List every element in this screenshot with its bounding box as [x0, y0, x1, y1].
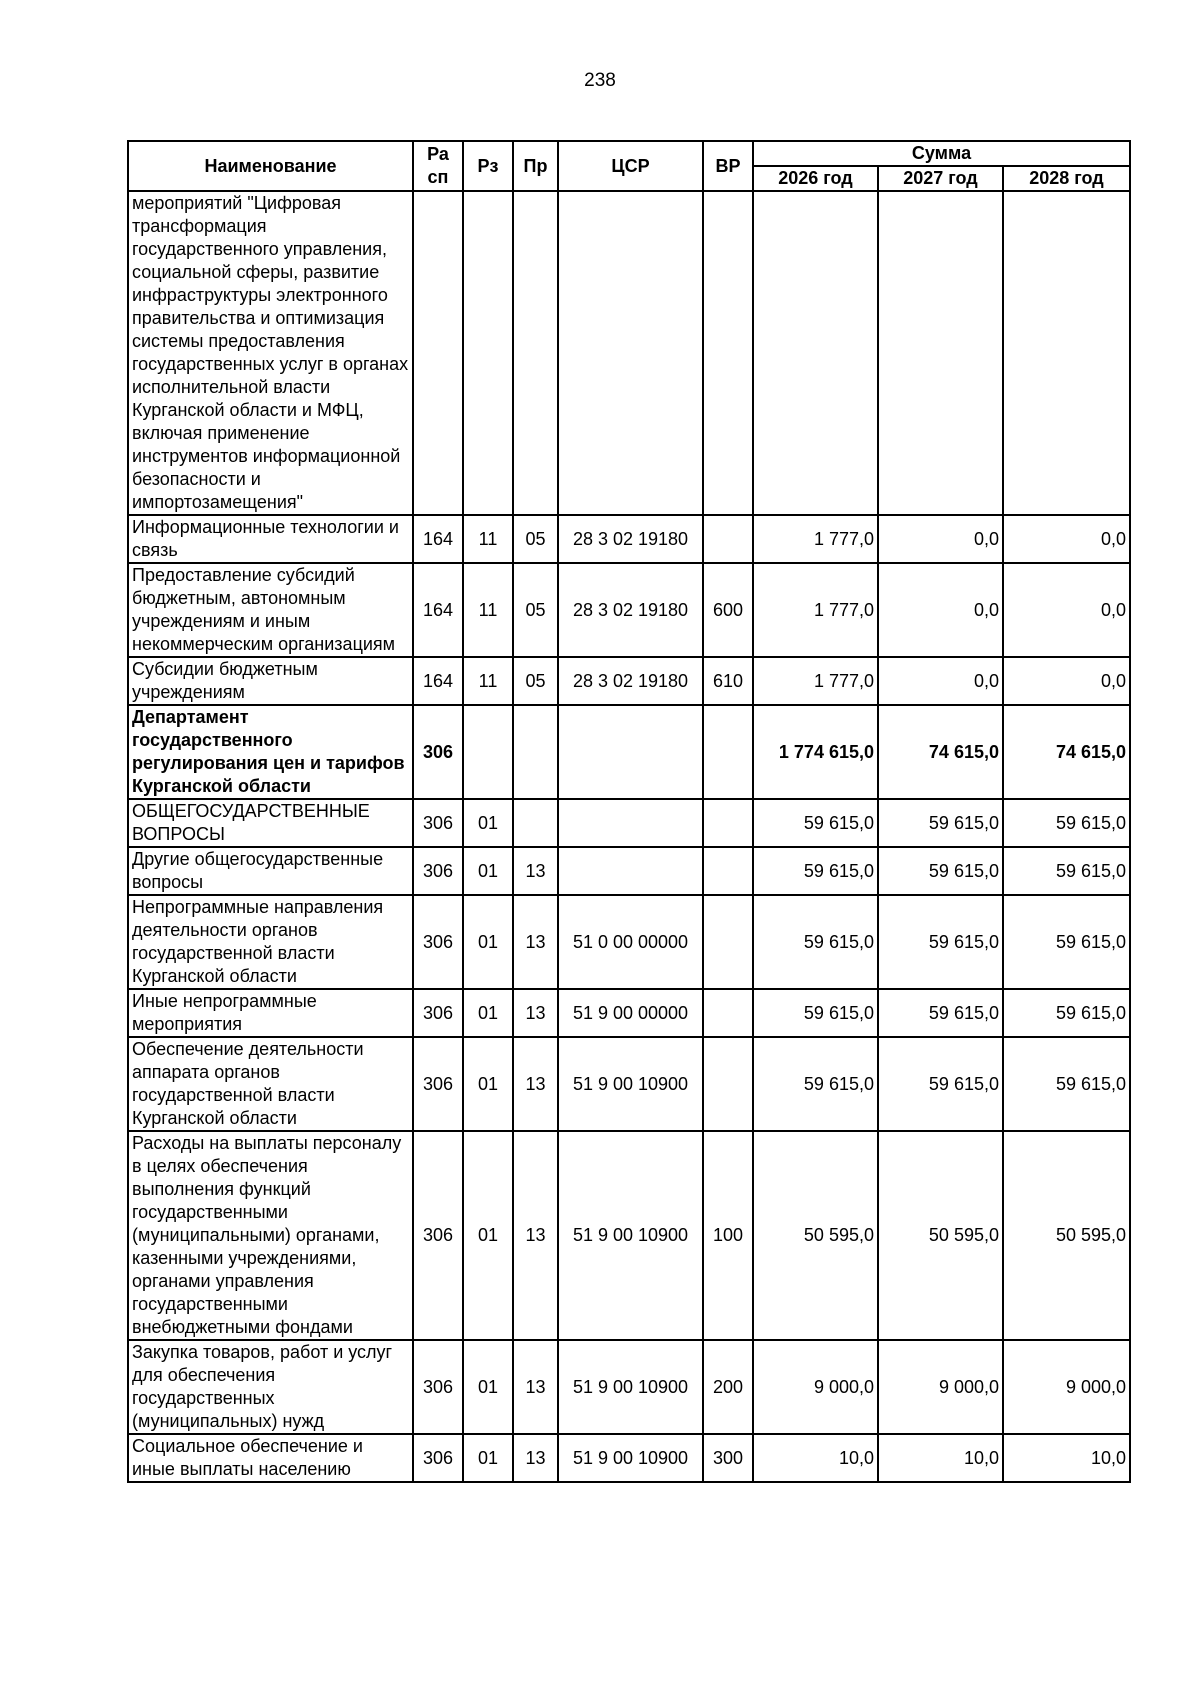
- row-pr: 13: [513, 1131, 558, 1340]
- row-csr: [558, 705, 703, 799]
- row-csr: 51 9 00 10900: [558, 1037, 703, 1131]
- row-name: Расходы на выплаты персоналу в целях обеспечения выполнения функций государственными (муниципальными) органами, казенными учреждениями, органами управления государственными внебюджетными фондами: [128, 1131, 413, 1340]
- row-2028: 74 615,0: [1003, 705, 1130, 799]
- header-2026: 2026 год: [753, 166, 878, 191]
- row-name: мероприятий "Цифровая трансформация государственного управления, социальной сферы, развитие инфраструктуры электронного правительства и оптимизация системы предоставления государственных услуг в органах исполнительной власти Курганской области и МФЦ, включая применение инструментов информационной безопасности и импортозамещения": [128, 191, 413, 515]
- row-2026: 10,0: [753, 1434, 878, 1482]
- row-rasp: 164: [413, 657, 463, 705]
- row-rz: 11: [463, 515, 513, 563]
- row-csr: [558, 191, 703, 515]
- row-pr: 13: [513, 847, 558, 895]
- row-2028: 59 615,0: [1003, 799, 1130, 847]
- row-name: Социальное обеспечение и иные выплаты населению: [128, 1434, 413, 1482]
- row-2027: 0,0: [878, 563, 1003, 657]
- row-csr: 51 9 00 00000: [558, 989, 703, 1037]
- row-rasp: 306: [413, 705, 463, 799]
- row-name: Предоставление субсидий бюджетным, автономным учреждениям и иным некоммерческим организациям: [128, 563, 413, 657]
- row-pr: 13: [513, 989, 558, 1037]
- row-pr: 05: [513, 657, 558, 705]
- row-2027: 59 615,0: [878, 989, 1003, 1037]
- row-csr: [558, 847, 703, 895]
- row-pr: 13: [513, 1340, 558, 1434]
- row-vr: [703, 895, 753, 989]
- row-csr: 51 9 00 10900: [558, 1131, 703, 1340]
- row-rasp: 306: [413, 895, 463, 989]
- table-row: [128, 1434, 1130, 1482]
- header-rasp-line2: сп: [427, 167, 449, 187]
- row-2026: 1 777,0: [753, 563, 878, 657]
- row-2028: [1003, 191, 1130, 515]
- header-vr: ВР: [703, 141, 753, 191]
- row-name: Департамент государственного регулирования цен и тарифов Курганской области: [128, 705, 413, 799]
- row-rz: 01: [463, 1131, 513, 1340]
- row-rasp: 306: [413, 799, 463, 847]
- row-2028: 59 615,0: [1003, 1037, 1130, 1131]
- row-name: Субсидии бюджетным учреждениям: [128, 657, 413, 705]
- row-rasp: 306: [413, 989, 463, 1037]
- row-rasp: 164: [413, 515, 463, 563]
- row-name: Информационные технологии и связь: [128, 515, 413, 563]
- row-vr: [703, 705, 753, 799]
- header-rasp-line1: Ра: [427, 144, 449, 164]
- row-2028: 0,0: [1003, 563, 1130, 657]
- row-vr: 200: [703, 1340, 753, 1434]
- row-2028: 59 615,0: [1003, 989, 1130, 1037]
- row-2027: 59 615,0: [878, 799, 1003, 847]
- table-row: [128, 1131, 1130, 1340]
- row-2027: [878, 191, 1003, 515]
- table-row: [128, 515, 1130, 563]
- row-vr: [703, 799, 753, 847]
- row-rz: 11: [463, 563, 513, 657]
- row-rz: 11: [463, 657, 513, 705]
- row-2026: 59 615,0: [753, 1037, 878, 1131]
- row-rasp: 306: [413, 1434, 463, 1482]
- row-2028: 59 615,0: [1003, 895, 1130, 989]
- row-rz: 01: [463, 847, 513, 895]
- row-rz: [463, 705, 513, 799]
- row-csr: 51 9 00 10900: [558, 1434, 703, 1482]
- row-2026: 59 615,0: [753, 989, 878, 1037]
- row-2027: 74 615,0: [878, 705, 1003, 799]
- table-row: [128, 191, 1130, 515]
- row-csr: [558, 799, 703, 847]
- row-vr: 300: [703, 1434, 753, 1482]
- header-csr: ЦСР: [558, 141, 703, 191]
- row-2026: 59 615,0: [753, 895, 878, 989]
- row-name: Непрограммные направления деятельности органов государственной власти Курганской области: [128, 895, 413, 989]
- row-2027: 0,0: [878, 515, 1003, 563]
- row-2027: 10,0: [878, 1434, 1003, 1482]
- page-number: 238: [584, 70, 616, 91]
- row-2028: 0,0: [1003, 515, 1130, 563]
- header-rasp: [413, 141, 463, 191]
- row-rz: [463, 191, 513, 515]
- row-name: Закупка товаров, работ и услуг для обеспечения государственных (муниципальных) нужд: [128, 1340, 413, 1434]
- row-2026: 50 595,0: [753, 1131, 878, 1340]
- row-2026: 1 777,0: [753, 657, 878, 705]
- row-2027: 50 595,0: [878, 1131, 1003, 1340]
- row-vr: 600: [703, 563, 753, 657]
- row-rasp: 306: [413, 1037, 463, 1131]
- row-vr: 100: [703, 1131, 753, 1340]
- row-rz: 01: [463, 1037, 513, 1131]
- row-name: Обеспечение деятельности аппарата органов государственной власти Курганской области: [128, 1037, 413, 1131]
- table-row: [128, 799, 1130, 847]
- row-pr: [513, 191, 558, 515]
- row-pr: 13: [513, 1434, 558, 1482]
- header-name: Наименование: [128, 141, 413, 191]
- table-row: [128, 563, 1130, 657]
- row-2027: 0,0: [878, 657, 1003, 705]
- row-2026: [753, 191, 878, 515]
- row-2026: 59 615,0: [753, 799, 878, 847]
- row-vr: [703, 191, 753, 515]
- row-rz: 01: [463, 989, 513, 1037]
- row-vr: 610: [703, 657, 753, 705]
- row-rz: 01: [463, 1340, 513, 1434]
- header-rz: Рз: [463, 141, 513, 191]
- row-csr: 51 0 00 00000: [558, 895, 703, 989]
- row-rasp: 306: [413, 1340, 463, 1434]
- row-2026: 59 615,0: [753, 847, 878, 895]
- row-csr: 28 3 02 19180: [558, 657, 703, 705]
- table-row: [128, 1340, 1130, 1434]
- row-2026: 1 774 615,0: [753, 705, 878, 799]
- row-pr: 13: [513, 895, 558, 989]
- row-2028: 50 595,0: [1003, 1131, 1130, 1340]
- row-pr: 05: [513, 515, 558, 563]
- table-row: [128, 1037, 1130, 1131]
- row-vr: [703, 515, 753, 563]
- row-pr: 05: [513, 563, 558, 657]
- row-2027: 59 615,0: [878, 895, 1003, 989]
- header-row: [128, 141, 1130, 166]
- row-rasp: 306: [413, 1131, 463, 1340]
- row-rz: 01: [463, 1434, 513, 1482]
- header-2027: 2027 год: [878, 166, 1003, 191]
- table-row: [128, 657, 1130, 705]
- row-2028: 59 615,0: [1003, 847, 1130, 895]
- row-pr: [513, 799, 558, 847]
- table-row: [128, 989, 1130, 1037]
- row-2028: 0,0: [1003, 657, 1130, 705]
- row-csr: 28 3 02 19180: [558, 515, 703, 563]
- row-rasp: 306: [413, 847, 463, 895]
- row-2027: 59 615,0: [878, 847, 1003, 895]
- table-row: [128, 705, 1130, 799]
- row-rz: 01: [463, 799, 513, 847]
- header-2028: 2028 год: [1003, 166, 1130, 191]
- row-vr: [703, 989, 753, 1037]
- row-vr: [703, 1037, 753, 1131]
- row-vr: [703, 847, 753, 895]
- row-2026: 1 777,0: [753, 515, 878, 563]
- row-name: ОБЩЕГОСУДАРСТВЕННЫЕ ВОПРОСЫ: [128, 799, 413, 847]
- row-2026: 9 000,0: [753, 1340, 878, 1434]
- header-pr: Пр: [513, 141, 558, 191]
- row-rasp: [413, 191, 463, 515]
- row-csr: 51 9 00 10900: [558, 1340, 703, 1434]
- row-pr: [513, 705, 558, 799]
- row-pr: 13: [513, 1037, 558, 1131]
- row-rz: 01: [463, 895, 513, 989]
- row-name: Иные непрограммные мероприятия: [128, 989, 413, 1037]
- row-2027: 9 000,0: [878, 1340, 1003, 1434]
- row-rasp: 164: [413, 563, 463, 657]
- row-name: Другие общегосударственные вопросы: [128, 847, 413, 895]
- row-csr: 28 3 02 19180: [558, 563, 703, 657]
- row-2028: 10,0: [1003, 1434, 1130, 1482]
- table-row: [128, 847, 1130, 895]
- budget-table: [127, 140, 1131, 1483]
- header-sum: Сумма: [753, 141, 1130, 166]
- row-2028: 9 000,0: [1003, 1340, 1130, 1434]
- row-2027: 59 615,0: [878, 1037, 1003, 1131]
- table-row: [128, 895, 1130, 989]
